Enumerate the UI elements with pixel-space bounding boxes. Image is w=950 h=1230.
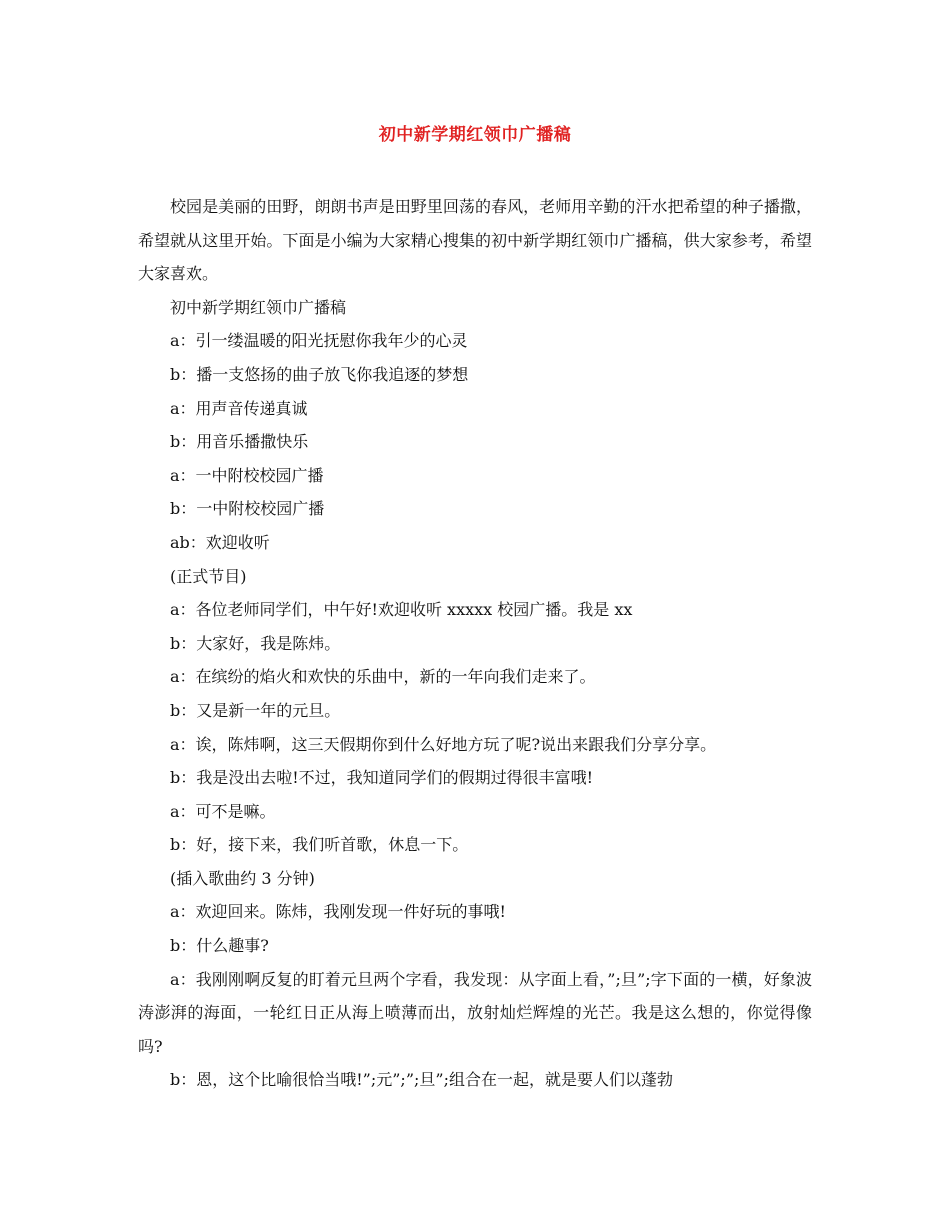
paragraph: b：大家好，我是陈炜。: [170, 633, 341, 653]
paragraph: a：各位老师同学们，中午好!欢迎收听 xxxxx 校园广播。我是 xx: [170, 600, 633, 620]
paragraph: a：诶，陈炜啊，这三天假期你到什么好地方玩了呢?说出来跟我们分享分享。: [170, 734, 717, 754]
paragraph: (正式节目): [170, 566, 247, 586]
paragraph: a：引一缕温暖的阳光抚慰你我年少的心灵: [170, 331, 468, 351]
paragraph: b：恩，这个比喻很恰当哦!”;元”;”;旦”;组合在一起，就是要人们以蓬勃: [170, 1070, 673, 1090]
paragraph: a：用声音传递真诚: [170, 398, 308, 418]
paragraph: b：我是没出去啦!不过，我知道同学们的假期过得很丰富哦!: [170, 768, 594, 788]
paragraph: 校园是美丽的田野，朗朗书声是田野里回荡的春风，老师用辛勤的汗水把希望的种子播撒，希望就从这里开始。下面是小编为大家精心搜集的初中新学期红领巾广播稿，供大家参考，希望大家喜欢。: [138, 197, 812, 284]
paragraph: a：一中附校校园广播: [170, 465, 324, 485]
paragraph: b：播一支悠扬的曲子放飞你我追逐的梦想: [170, 364, 469, 384]
paragraph: b：一中附校校园广播: [170, 499, 325, 519]
paragraph: ab：欢迎收听: [170, 532, 270, 552]
paragraph: a：在缤纷的焰火和欢快的乐曲中，新的一年向我们走来了。: [170, 667, 596, 687]
document-body: [138, 190, 812, 1097]
paragraph: b：又是新一年的元旦。: [170, 700, 341, 720]
paragraph: (插入歌曲约 3 分钟): [170, 868, 315, 888]
paragraph: a：欢迎回来。陈炜，我刚发现一件好玩的事哦!: [170, 902, 506, 922]
paragraph: b：用音乐播撒快乐: [170, 432, 309, 452]
paragraph: b：好，接下来，我们听首歌，休息一下。: [170, 835, 469, 855]
paragraph: a：可不是嘛。: [170, 801, 276, 821]
paragraph: 初中新学期红领巾广播稿: [170, 297, 347, 317]
paragraph: a：我刚刚啊反复的盯着元旦两个字看，我发现：从字面上看，”;旦”;字下面的一横，好象波涛澎湃的海面，一轮红日正从海上喷薄而出，放射灿烂辉煌的光芒。我是这么想的，你觉得像吗?: [138, 969, 812, 1056]
paragraph: b：什么趣事?: [170, 936, 269, 956]
document-title: 初中新学期红领巾广播稿: [378, 125, 572, 145]
